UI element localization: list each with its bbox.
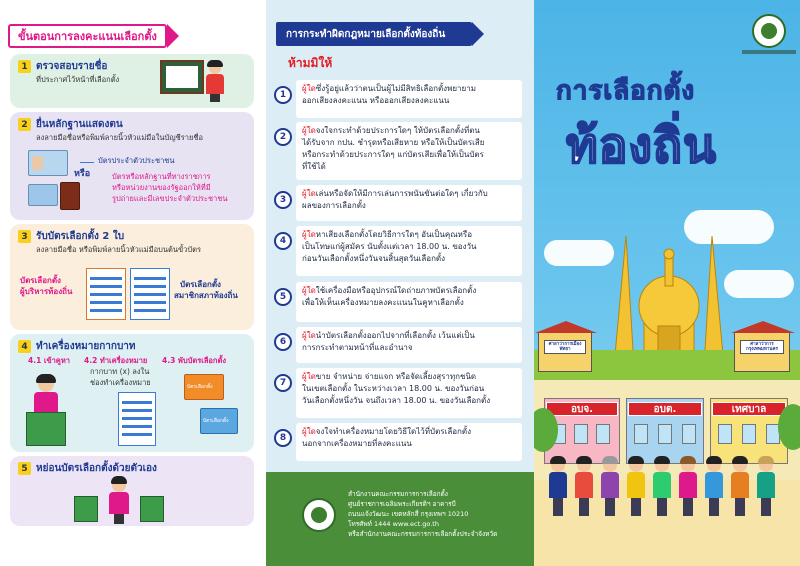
ect-seal-icon <box>752 14 786 48</box>
rule-number: 2 <box>274 128 292 146</box>
rule-number: 8 <box>274 429 292 447</box>
footer-line-2: ศูนย์ราชการเฉลิมพระเกียรติฯ อาคารบี <box>348 500 456 508</box>
voter-in-booth-icon <box>26 376 66 446</box>
voting-steps-banner <box>8 24 167 48</box>
election-offenses-title: การกระทำผิดกฎหมายเลือกตั้งท้องถิ่น <box>286 28 446 40</box>
cover-title-line-2: ท้องถิ่น <box>566 118 717 174</box>
footer-line-3: ถนนแจ้งวัฒนะ เขตหลักสี่ กรุงเทพฯ 10210 <box>348 510 469 518</box>
step-number: 5 <box>18 462 31 475</box>
or-label: หรือ <box>74 169 91 179</box>
rule-text: ผู้ใดใช้เครื่องมือหรืออุปกรณ์ใดถ่ายภาพบัตรเลือกตั้ง เพื่อให้เห็นเครื่องหมายลงคะแนนในคูหาเลือกตั้ง <box>296 282 522 322</box>
step-text: ลงลายมือชื่อหรือพิมพ์ลายนิ้วหัวแม่มือในบัญชีรายชื่อ <box>36 133 203 142</box>
step-4 <box>10 334 254 452</box>
rule-number: 1 <box>274 86 292 104</box>
ect-seal-icon <box>302 498 336 532</box>
left-panel <box>0 0 266 566</box>
other-doc-line-3: รูปถ่ายและมีเลขประจำตัวประชาชน <box>112 194 228 203</box>
step-title: หย่อนบัตรเลือกตั้งด้วยตัวเอง <box>36 463 157 474</box>
rule-text: ผู้ใดจงใจกระทำด้วยประการใดๆ ให้บัตรเลือกตั้งที่ตน ได้รับจาก กปน. ชำรุดหรือเสียหาย หรือให้เป็นบัตรเสีย หรือกระทำด้วยประการใดๆ แก่บัตรเสียเพื่อให้เป็นบัตร ที่ใช้ได้ <box>296 122 522 180</box>
sao-sign: อบต. <box>628 402 702 416</box>
step-1 <box>10 54 254 108</box>
rule-text: ผู้ใดขาย จำหน่าย จ่ายแจก หรือจัดเลี้ยงสุราทุกชนิด ในเขตเลือกตั้ง ในระหว่างเวลา 18.00 น. ของวันก่อน วันเลือกตั้งหนึ่งวัน จนถึงเวลา 18.00 น. ของวันเลือกตั้ง <box>296 368 522 418</box>
citizen-figure <box>574 458 594 516</box>
step-title: ตรวจสอบรายชื่อ <box>36 61 108 72</box>
ballot-council-icon <box>130 268 170 320</box>
rule-2 <box>274 122 522 180</box>
municipality-sign: เทศบาล <box>712 402 786 416</box>
contact-footer <box>266 472 534 566</box>
voting-steps-title: ขั้นตอนการลงคะแนนเลือกตั้ง <box>18 30 157 43</box>
rule-3 <box>274 185 522 221</box>
rule-text: ผู้ใดซึ่งรู้อยู่แล้วว่าตนเป็นผู้ไม่มีสิทธิเลือกตั้งพยายาม ออกเสียงลงคะแนน หรือออกเสียงลงคะแนน <box>296 80 522 118</box>
sub-step-4-2-line-2: กากบาท (x) ลงใน <box>90 367 150 376</box>
other-doc-line-2: หรือหน่วยงานของรัฐออกให้ที่มี <box>112 183 211 192</box>
rule-6 <box>274 327 522 363</box>
ballot-council-label-1: บัตรเลือกตั้ง <box>180 280 221 289</box>
footer-line-5: หรือสำนักงานคณะกรรมการการเลือกตั้งประจำจังหวัด <box>348 530 498 538</box>
middle-panel <box>266 0 534 566</box>
step-title: รับบัตรเลือกตั้ง 2 ใบ <box>36 231 125 242</box>
rule-number: 3 <box>274 191 292 209</box>
ballot-executive-label-1: บัตรเลือกตั้ง <box>20 276 61 285</box>
forbid-heading: ห้ามมิให้ <box>288 56 333 70</box>
id-card-icon <box>28 150 68 176</box>
step-2 <box>10 112 254 220</box>
license-card-icon <box>28 184 58 206</box>
passport-icon <box>60 182 80 210</box>
citizen-figure <box>730 458 750 516</box>
id-card-label: บัตรประจำตัวประชาชน <box>98 156 175 165</box>
rule-8 <box>274 423 522 461</box>
ballot-council-label-2: สมาชิกสภาท้องถิ่น <box>174 291 238 300</box>
step-text: ลงลายมือชื่อ หรือพิมพ์ลายนิ้วหัวแม่มือบนต้นขั้วบัตร <box>36 245 201 254</box>
step-number: 2 <box>18 118 31 131</box>
pattaya-hall-sign: ศาลาว่าการเมืองพัทยา <box>544 340 586 354</box>
cover-title-line-1: การเลือกตั้ง <box>556 76 696 106</box>
rule-number: 7 <box>274 374 292 392</box>
citizen-figure <box>704 458 724 516</box>
sub-step-4-2-line-3: ช่องทำเครื่องหมาย <box>90 378 151 387</box>
voter-casting-icon <box>108 478 130 524</box>
pao-sign: อบจ. <box>546 402 618 416</box>
ballot-executive-label-2: ผู้บริหารท้องถิ่น <box>20 287 73 296</box>
rule-number: 6 <box>274 333 292 351</box>
folded-ballot-1-icon: บัตรเลือกตั้ง <box>184 374 224 400</box>
rule-4 <box>274 226 522 276</box>
step-title: ทำเครื่องหมายกากบาท <box>36 341 136 352</box>
sub-step-4-2-line-1: 4.2 ทำเครื่องหมาย <box>84 356 148 365</box>
step-5 <box>10 456 254 526</box>
step-3 <box>10 224 254 330</box>
step-number: 1 <box>18 60 31 73</box>
rule-text: ผู้ใดเล่นหรือจัดให้มีการเล่นการพนันขันต่อใดๆ เกี่ยวกับ ผลของการเลือกตั้ง <box>296 185 522 221</box>
citizen-figure <box>600 458 620 516</box>
citizen-figure <box>678 458 698 516</box>
citizen-figure <box>626 458 646 516</box>
footer-line-1: สำนักงานคณะกรรมการการเลือกตั้ง <box>348 490 448 498</box>
tree-icon <box>778 404 800 450</box>
rule-7 <box>274 368 522 418</box>
ballot-box-right-icon <box>140 496 164 522</box>
step-title: ยื่นหลักฐานแสดงตน <box>36 119 123 130</box>
other-doc-line-1: บัตรหรือหลักฐานที่ทางราชการ <box>112 172 211 181</box>
citizen-figure <box>548 458 568 516</box>
voter-figure-icon <box>206 62 224 102</box>
rule-number: 4 <box>274 232 292 250</box>
ballot-box-left-icon <box>74 496 98 522</box>
marked-ballot-icon <box>118 392 156 446</box>
democracy-monument-icon <box>594 196 744 366</box>
rule-5 <box>274 282 522 322</box>
rule-text: ผู้ใดนำบัตรเลือกตั้งออกไปจากที่เลือกตั้ง เว้นแต่เป็น การกระทำตามหน้าที่และอำนาจ <box>296 327 522 363</box>
citizen-figure <box>756 458 776 516</box>
step-number: 3 <box>18 230 31 243</box>
sub-step-4-3: 4.3 พับบัตรเลือกตั้ง <box>162 356 226 365</box>
rule-number: 5 <box>274 288 292 306</box>
sub-step-4-1: 4.1 เข้าคูหา <box>28 356 70 365</box>
cover-panel <box>534 0 800 566</box>
rule-1 <box>274 80 522 118</box>
sao-office-building <box>626 398 704 464</box>
seal-caption-decoration <box>742 50 796 54</box>
step-number: 4 <box>18 340 31 353</box>
bangkok-hall-sign: ศาลาว่าการกรุงเทพมหานคร <box>740 340 784 354</box>
voter-list-board-icon <box>160 60 204 94</box>
election-offenses-banner <box>276 22 472 46</box>
municipality-building <box>710 398 788 464</box>
rule-text: ผู้ใดจงใจทำเครื่องหมายโดยวิธีใดไว้ที่บัตรเลือกตั้ง นอกจากเครื่องหมายที่ลงคะแนน <box>296 423 522 461</box>
ballot-executive-icon <box>86 268 126 320</box>
citizen-figure <box>652 458 672 516</box>
footer-line-4: โทรศัพท์ 1444 www.ect.go.th <box>348 520 439 528</box>
folded-ballot-2-icon: บัตรเลือกตั้ง <box>200 408 238 434</box>
step-text: ที่ประกาศไว้หน้าที่เลือกตั้ง <box>36 75 120 84</box>
rule-text: ผู้ใดหาเสียงเลือกตั้งโดยวิธีการใดๆ อันเป็นคุณหรือ เป็นโทษแก่ผู้สมัคร นับตั้งแต่เวลา 18.00 น. ของวัน ก่อนวันเลือกตั้งหนึ่งวันจนสิ้นสุดวันเลือกตั้ง <box>296 226 522 276</box>
